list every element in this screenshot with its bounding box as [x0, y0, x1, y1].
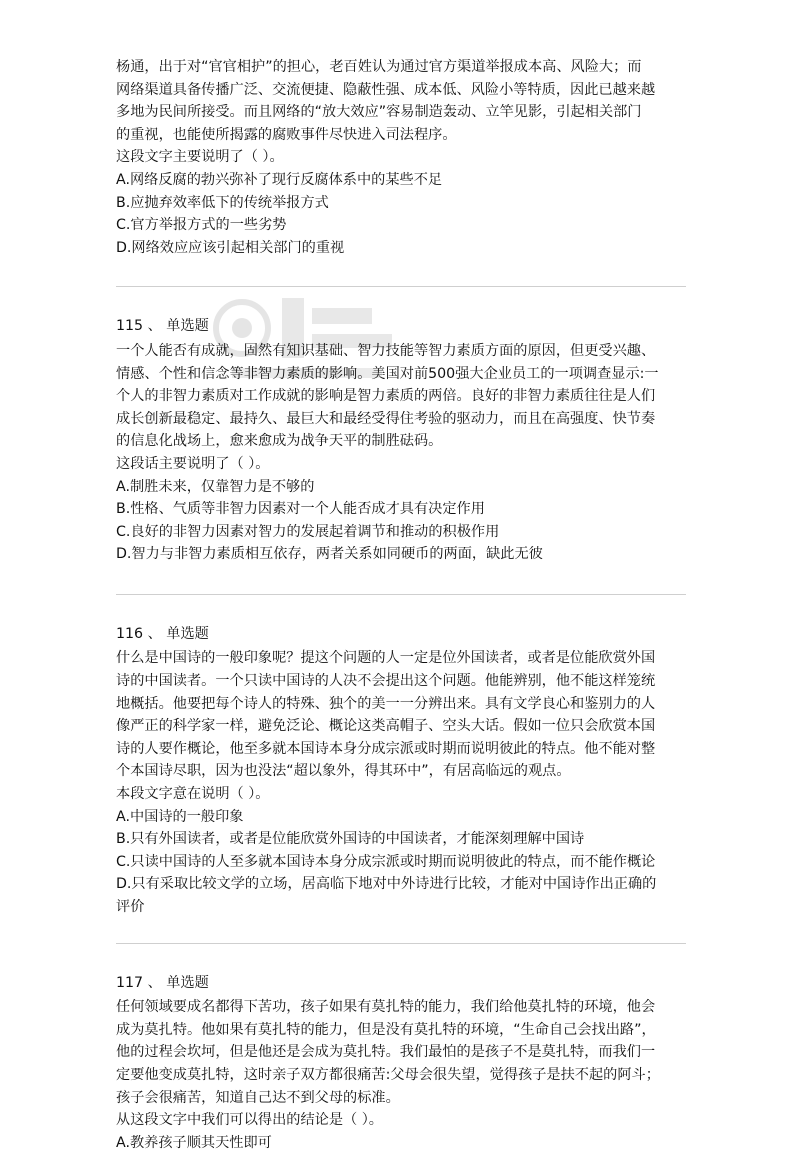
passage-line: 诗的中国读者。一个只读中国诗的人决不会提出这个问题。他能辨别，他不能这样笼统 — [116, 673, 656, 690]
passage-line: 任何领域要成名都得下苦功，孩子如果有莫扎特的能力，我们给他莫扎特的环境，他会 — [116, 999, 656, 1016]
option-b: B.只有外国读者，或者是位能欣赏外国诗的中国读者，才能深刻理解中国诗 — [116, 831, 585, 848]
question-114-body — [116, 56, 686, 259]
passage-line: 的信息化战场上，愈来愈成为战争天平的制胜砝码。 — [116, 433, 443, 450]
passage-line: 诗的人要作概论，他至多就本国诗本身分成宗派或时期而说明彼此的特点。他不能对整 — [116, 740, 656, 757]
question-prompt: 这段文字主要说明了（ ）。 — [116, 149, 284, 166]
question-header: 116 、 单选题 — [116, 625, 209, 642]
question-prompt: 本段文字意在说明（ ）。 — [116, 786, 270, 803]
passage-line: 杨通，出于对“官官相护”的担心，老百姓认为通过官方渠道举报成本高、风险大；而 — [116, 59, 642, 75]
option-b: B.应抛弃效率低下的传统举报方式 — [116, 194, 329, 211]
question-prompt: 从这段文字中我们可以得出的结论是（ ）。 — [116, 1112, 383, 1129]
option-c: C.良好的非智力因素对智力的发展起着调节和推动的积极作用 — [116, 523, 500, 540]
option-b: B.性格、气质等非智力因素对一个人能否成才具有决定作用 — [116, 501, 485, 518]
section-divider — [116, 286, 686, 287]
option-d: D.只有采取比较文学的立场，居高临下地对中外诗进行比较，才能对中国诗作出正确的 — [116, 876, 657, 893]
passage-line: 定要他变成莫扎特，这时亲子双方都很痛苦:父母会很失望，觉得孩子是扶不起的阿斗； — [116, 1066, 660, 1083]
option-d: D.智力与非智力素质相互依存，两者关系如同硬币的两面，缺此无彼 — [116, 546, 543, 563]
passage-line: 像严正的科学家一样，避免泛论、概论这类高帽子、空头大话。假如一位只会欣赏本国 — [116, 718, 656, 735]
option-c: C.官方举报方式的一些劣势 — [116, 217, 287, 234]
passage-line: 一个人能否有成就，固然有知识基础、智力技能等智力素质方面的原因，但更受兴趣、 — [116, 342, 656, 359]
option-d-continued: 评价 — [116, 899, 145, 915]
passage-line: 成长创新最稳定、最持久、最巨大和最经受得住考验的驱动力，而且在高强度、快节奏 — [116, 410, 656, 427]
question-header: 115 、 单选题 — [116, 318, 209, 335]
question-prompt: 这段话主要说明了（ ）。 — [116, 455, 270, 472]
passage-line: 情感、个性和信念等非智力素质的影响。美国对前500强大企业员工的一项调查显示:一 — [116, 365, 659, 382]
option-a: A.中国诗的一般印象 — [116, 808, 244, 825]
option-a: A.网络反腐的勃兴弥补了现行反腐体系中的某些不足 — [116, 171, 443, 188]
passage-line: 他的过程会坎坷，但是他还是会成为莫扎特。我们最怕的是孩子不是莫扎特，而我们一 — [116, 1044, 656, 1061]
document-page — [116, 56, 686, 1154]
question-header: 117 、 单选题 — [116, 974, 209, 991]
passage-line: 地概括。他要把每个诗人的特殊、独个的美一一分辨出来。具有文学良心和鉴别力的人 — [116, 695, 656, 712]
option-a: A.教养孩子顺其天性即可 — [116, 1134, 272, 1151]
passage-line: 成为莫扎特。他如果有莫扎特的能力，但是没有莫扎特的环境，“生命自己会找出路”， — [116, 1021, 656, 1038]
passage-line: 多地为民间所接受。而且网络的“放大效应”容易制造轰动、立竿见影，引起相关部门 — [116, 104, 642, 121]
option-a: A.制胜未来，仅靠智力是不够的 — [116, 478, 315, 495]
passage-line: 网络渠道具备传播广泛、交流便捷、隐蔽性强、成本低、风险小等特质，因此已越来越 — [116, 81, 656, 98]
passage-line: 个本国诗尽职，因为也没法“超以象外，得其环中”，有居高临远的观点。 — [116, 763, 571, 780]
passage-line: 个人的非智力素质对工作成就的影响是智力素质的两倍。良好的非智力素质往往是人们 — [116, 388, 656, 405]
option-d: D.网络效应应该引起相关部门的重视 — [116, 239, 345, 256]
question-116 — [116, 623, 686, 919]
passage-line: 的重视，也能使所揭露的腐败事件尽快进入司法程序。 — [116, 126, 457, 143]
section-divider — [116, 594, 686, 595]
question-117 — [116, 972, 686, 1154]
passage-line: 什么是中国诗的一般印象呢？提这个问题的人一定是位外国读者，或者是位能欣赏外国 — [116, 650, 656, 667]
option-c: C.只读中国诗的人至多就本国诗本身分成宗派或时期而说明彼此的特点，而不能作概论 — [116, 853, 656, 870]
passage-line: 孩子会很痛苦，知道自己达不到父母的标准。 — [116, 1089, 400, 1106]
section-divider — [116, 943, 686, 944]
question-115 — [116, 315, 686, 566]
